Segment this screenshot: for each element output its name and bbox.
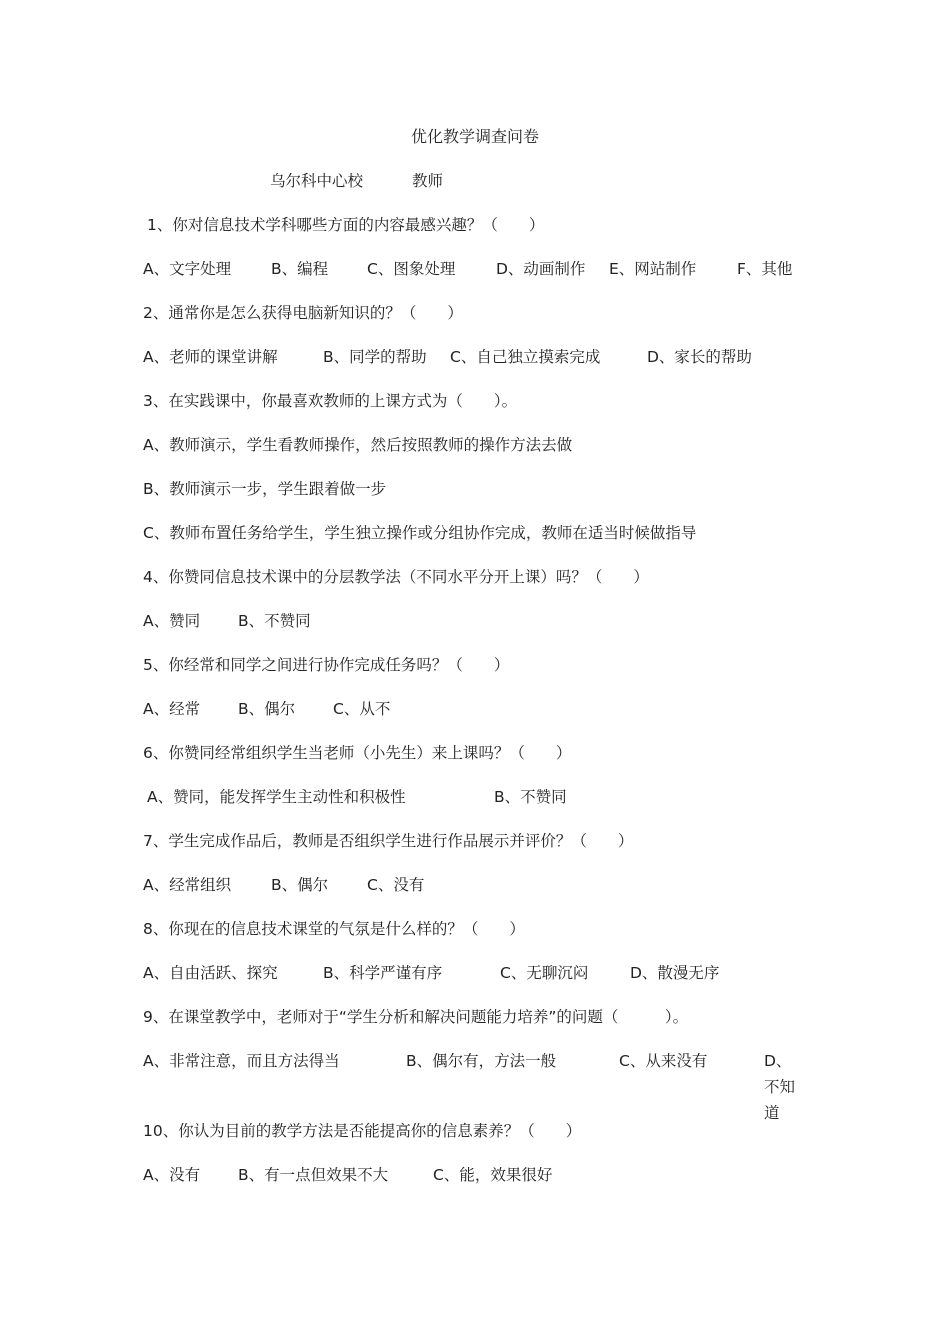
option: A、经常组织 bbox=[143, 876, 232, 894]
option: E、网站制作 bbox=[609, 260, 697, 278]
option: C、能，效果很好 bbox=[433, 1166, 553, 1184]
question-5: 5、你经常和同学之间进行协作完成任务吗？（ ） bbox=[143, 656, 510, 674]
option: B、有一点但效果不大 bbox=[238, 1166, 389, 1184]
option: B、偶尔有，方法一般 bbox=[406, 1052, 557, 1070]
option: C、从来没有 bbox=[619, 1052, 708, 1070]
option: D、家长的帮助 bbox=[647, 348, 752, 366]
option: B、科学严谨有序 bbox=[323, 964, 443, 982]
question-2: 2、通常你是怎么获得电脑新知识的？（ ） bbox=[143, 304, 463, 322]
option: A、教师演示，学生看教师操作，然后按照教师的操作方法去做 bbox=[143, 436, 573, 454]
question-9: 9、在课堂教学中，老师对于“学生分析和解决问题能力培养”的问题（ ）。 bbox=[143, 1008, 689, 1026]
option: B、教师演示一步，学生跟着做一步 bbox=[143, 480, 387, 498]
option: C、无聊沉闷 bbox=[500, 964, 589, 982]
option: C、从不 bbox=[333, 700, 391, 718]
option: A、经常 bbox=[143, 700, 201, 718]
option: C、图象处理 bbox=[367, 260, 456, 278]
option: A、没有 bbox=[143, 1166, 201, 1184]
page-title: 优化教学调查问卷 bbox=[410, 127, 539, 146]
option: A、赞同 bbox=[143, 612, 201, 630]
option: B、偶尔 bbox=[271, 876, 329, 894]
question-3: 3、在实践课中，你最喜欢教师的上课方式为（ ）。 bbox=[143, 392, 518, 410]
option: A、赞同，能发挥学生主动性和积极性 bbox=[147, 788, 406, 806]
option: A、自由活跃、探究 bbox=[143, 964, 278, 982]
option: F、其他 bbox=[737, 260, 793, 278]
question-1: 1、你对信息技术学科哪些方面的内容最感兴趣？（ ） bbox=[147, 216, 545, 234]
question-8: 8、你现在的信息技术课堂的气氛是什么样的？（ ） bbox=[143, 920, 525, 938]
option: D、散漫无序 bbox=[630, 964, 720, 982]
question-10: 10、你认为目前的教学方法是否能提高你的信息素养？（ ） bbox=[143, 1122, 582, 1140]
option: D、动画制作 bbox=[496, 260, 586, 278]
option: A、老师的课堂讲解 bbox=[143, 348, 278, 366]
option: B、不赞同 bbox=[238, 612, 311, 630]
option: B、编程 bbox=[271, 260, 329, 278]
question-6: 6、你赞同经常组织学生当老师（小先生）来上课吗？（ ） bbox=[143, 744, 572, 762]
respondent-role: 教师 bbox=[412, 172, 444, 190]
option: B、同学的帮助 bbox=[323, 348, 427, 366]
option: A、文字处理 bbox=[143, 260, 232, 278]
question-4: 4、你赞同信息技术课中的分层教学法（不同水平分开上课）吗？（ ） bbox=[143, 568, 649, 586]
option: A、非常注意，而且方法得当 bbox=[143, 1052, 340, 1070]
school-name: 乌尔科中心校 bbox=[270, 172, 364, 190]
question-7: 7、学生完成作品后，教师是否组织学生进行作品展示并评价？（ ） bbox=[143, 832, 634, 850]
option: B、偶尔 bbox=[238, 700, 296, 718]
option: D、不知道 bbox=[764, 1052, 796, 1122]
option: C、自己独立摸索完成 bbox=[450, 348, 601, 366]
option: C、没有 bbox=[367, 876, 425, 894]
option: C、教师布置任务给学生，学生独立操作或分组协作完成，教师在适当时候做指导 bbox=[143, 524, 697, 542]
option: B、不赞同 bbox=[494, 788, 567, 806]
